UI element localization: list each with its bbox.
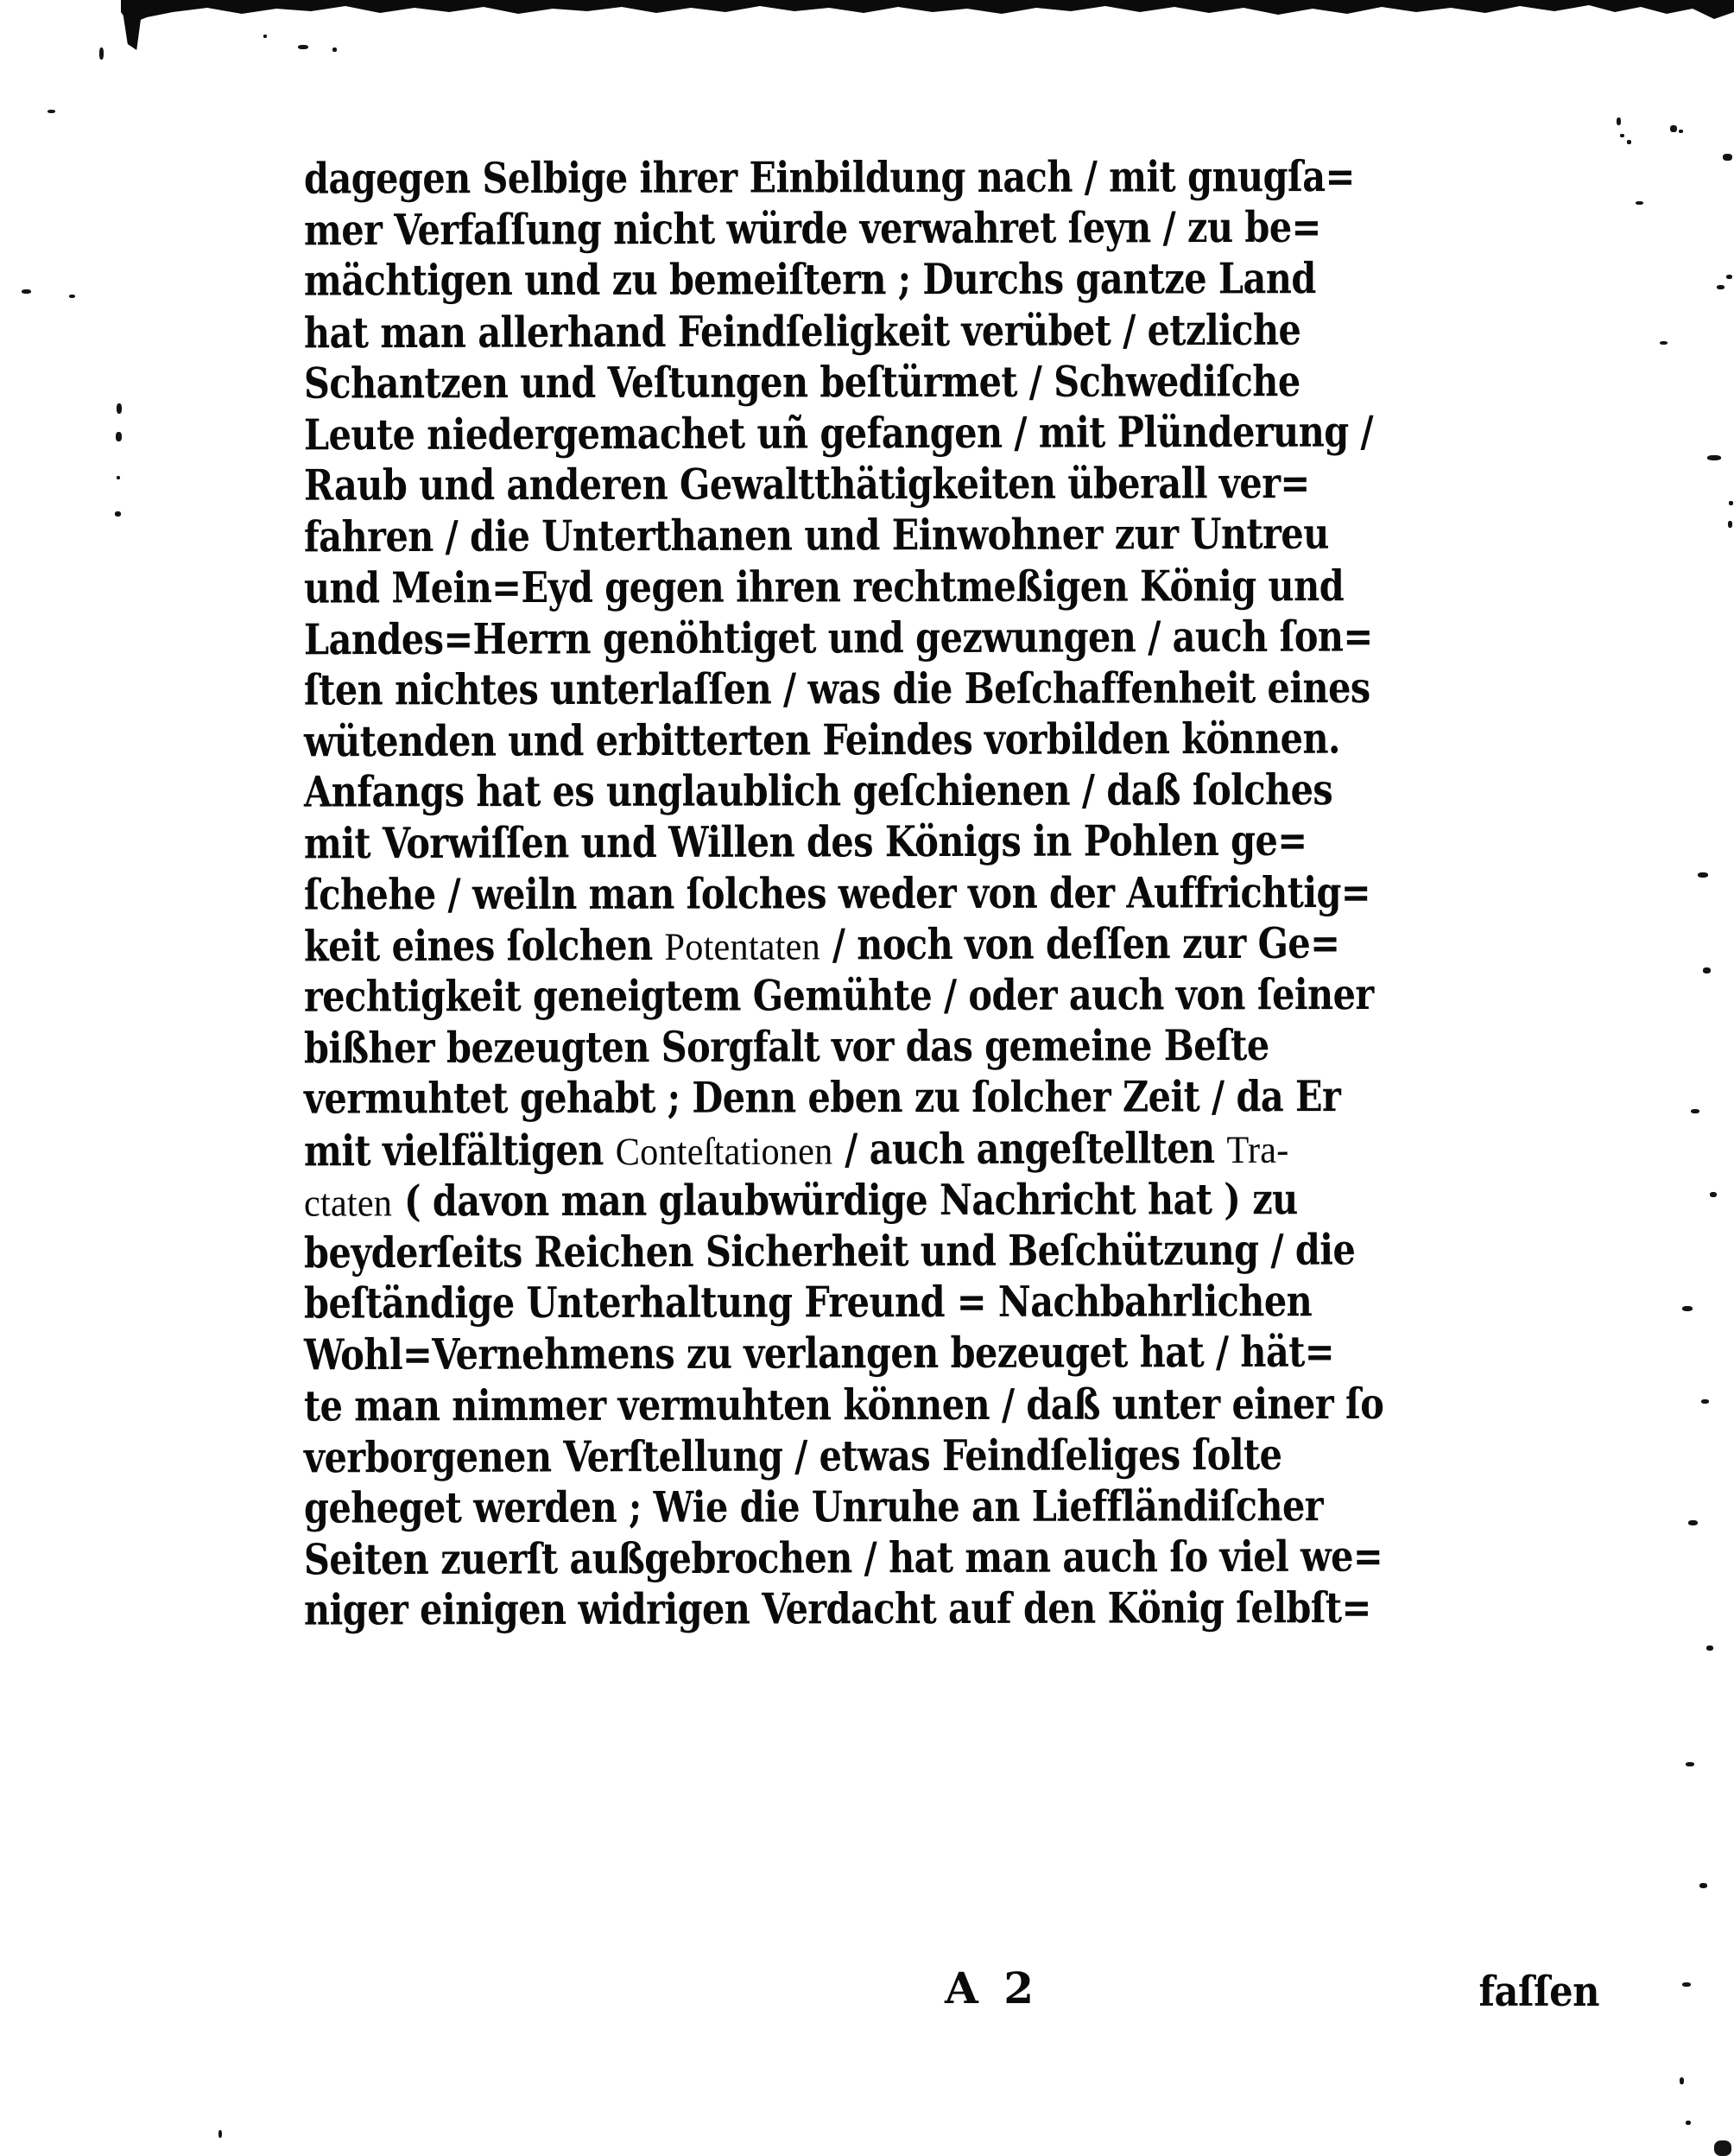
line-text	[304, 1122, 1289, 1178]
line-text: hat man allerhand Feindſeligkeit verübet / etzliche	[303, 304, 1301, 358]
antiqua-word-tractaten-part1: Tra-	[1226, 1127, 1289, 1171]
scan-speckle	[1682, 1306, 1693, 1311]
text-line	[304, 201, 1599, 257]
antiqua-word-contestationen: Conteſtationen	[615, 1128, 833, 1173]
scan-speckle	[1723, 154, 1732, 161]
line-text: Landes=Herrn genöhtiget und gezwungen / auch ſon=	[303, 611, 1373, 665]
scan-speckle	[1728, 521, 1732, 528]
scan-speckle	[1680, 2077, 1684, 2084]
line-text-fraktur-lead: keit eines ſolchen	[303, 919, 665, 972]
text-line-mixed-script	[304, 1173, 1599, 1227]
scan-speckle	[1670, 125, 1677, 132]
line-text-fraktur-tail: ( davon man glaubwürdige Nachricht hat ) zu	[392, 1173, 1298, 1227]
text-line	[304, 1531, 1599, 1586]
antiqua-word-potentaten: Potentaten	[664, 924, 821, 968]
line-text: mer Verfaſſung nicht würde verwahret ſeyn / zu be=	[303, 201, 1321, 256]
line-text	[304, 1174, 1298, 1229]
text-line	[304, 1378, 1599, 1431]
line-text: beyderſeits Reichen Sicherheit und Beſchützung / die	[303, 1224, 1356, 1278]
scan-edge-svg	[0, 0, 1734, 35]
scan-speckle	[1686, 2121, 1691, 2125]
text-line	[304, 1071, 1599, 1125]
text-line	[304, 253, 1599, 307]
scan-speckle	[117, 476, 120, 479]
body-text-block	[304, 152, 1599, 1634]
line-text: verborgenen Verſtellung / etwas Feindſeliges ſolte	[303, 1429, 1282, 1483]
line-text-fraktur-tail: / noch von deſſen zur Ge=	[820, 917, 1340, 970]
scan-speckle	[1698, 872, 1708, 878]
scan-speckle	[1682, 1982, 1691, 1987]
line-text: Raub und anderen Gewaltthätigkeiten überall ver=	[303, 458, 1310, 510]
scan-speckle	[1707, 455, 1721, 460]
text-line	[304, 560, 1599, 613]
line-text: te man nimmer vermuhten können / daß unter einer ſo	[303, 1378, 1384, 1431]
line-text: und Mein=Eyd gegen ihren rechtmeßigen König und	[303, 560, 1345, 613]
scan-speckle	[1729, 501, 1733, 505]
scan-speckle	[1627, 140, 1631, 144]
text-line	[304, 1224, 1599, 1279]
scan-speckle	[99, 48, 104, 60]
scan-speckle	[116, 432, 122, 441]
text-line	[304, 866, 1599, 920]
text-line	[304, 458, 1599, 511]
scan-speckle	[298, 45, 308, 49]
scan-speckle	[1699, 1883, 1707, 1888]
text-line	[304, 508, 1599, 563]
text-line	[304, 406, 1599, 461]
scan-speckle	[1703, 967, 1711, 973]
scan-speckle	[115, 511, 121, 517]
scan-speckle	[218, 2130, 222, 2138]
scan-speckle	[1726, 275, 1732, 279]
line-text: niger einigen widrigen Verdacht auf den König ſelbſt=	[303, 1582, 1371, 1635]
line-text-fraktur-lead: mit vielfältigen	[303, 1124, 616, 1176]
text-line	[304, 968, 1599, 1022]
scan-edge-left-tab-artifact	[121, 0, 143, 50]
line-text: ſchehe / weiln man ſolches weder von der Auffrichtig=	[303, 866, 1371, 920]
signature-mark: A 2	[945, 1963, 1039, 2013]
scan-speckle	[47, 110, 55, 113]
line-text: Seiten zuerſt außgebrochen / hat man auch ſo viel we=	[303, 1531, 1383, 1585]
text-line	[304, 1326, 1599, 1381]
scan-speckle	[117, 403, 122, 414]
scan-speckle	[1710, 1192, 1717, 1197]
scan-speckle	[22, 289, 31, 294]
scan-speckle	[263, 35, 267, 38]
line-text: ſten nichtes unterlaſſen / was die Beſchaffenheit eines	[303, 662, 1370, 715]
line-text: mächtigen und zu bemeiſtern ; Durchs gantze Land	[303, 253, 1316, 306]
text-line	[304, 764, 1599, 818]
text-line	[304, 303, 1599, 358]
line-text-fraktur-mid: / auch angeſtellten	[832, 1122, 1227, 1174]
text-line-mixed-script	[304, 1121, 1599, 1176]
text-line	[304, 355, 1599, 409]
scan-speckle	[1717, 285, 1725, 289]
catchword: faſſen	[1478, 1968, 1599, 2016]
scan-edge-top-artifact	[0, 0, 1734, 35]
line-text: fahren / die Unterthanen und Einwohner zur Untreu	[303, 508, 1329, 562]
line-text	[304, 917, 1340, 973]
scan-speckle	[1617, 117, 1621, 125]
line-text: rechtigkeit geneigtem Gemühte / oder auch von ſeiner	[303, 968, 1374, 1022]
scan-speckle	[1660, 341, 1668, 345]
antiqua-word-tractaten-part2: ctaten	[303, 1181, 393, 1225]
text-line	[304, 662, 1599, 715]
line-text: Leute niedergemachet uñ gefangen / mit Plünderung /	[303, 406, 1374, 460]
text-line	[304, 713, 1599, 768]
scan-speckle	[1706, 1646, 1713, 1651]
text-line	[304, 1582, 1599, 1636]
line-text: wütenden und erbitterten Feindes vorbilden können.	[303, 713, 1340, 767]
scan-speckle	[1686, 1762, 1694, 1766]
scan-speckle	[69, 295, 75, 298]
scan-speckle	[1691, 1109, 1699, 1113]
line-text: Anfangs hat es unglaublich geſchienen / daß ſolches	[303, 764, 1333, 817]
line-text: vermuhtet gehabt ; Denn eben zu ſolcher Zeit / da Er	[303, 1071, 1341, 1124]
scan-speckle	[1636, 201, 1643, 205]
line-text: geheget werden ; Wie die Unruhe an Lieffländiſcher	[303, 1480, 1324, 1533]
text-line	[304, 815, 1599, 870]
text-line	[304, 150, 1599, 204]
line-text: Wohl=Vernehmens zu verlangen bezeuget hat / hät=	[303, 1326, 1335, 1380]
text-line-mixed-script	[304, 916, 1599, 972]
scan-speckle	[1714, 2140, 1731, 2156]
scan-speckle	[1701, 1399, 1709, 1404]
scan-speckle	[1679, 130, 1683, 133]
line-text: bißher bezeugten Sorgfalt vor das gemeine Beſte	[303, 1020, 1269, 1074]
scan-speckle	[1620, 134, 1624, 137]
page-footer	[304, 1963, 1599, 2058]
text-line	[304, 1428, 1599, 1483]
line-text: mit Vorwiſſen und Willen des Königs in Pohlen ge=	[303, 815, 1307, 869]
scan-speckle	[1688, 1520, 1698, 1525]
scan-speckle	[332, 48, 337, 52]
text-line	[304, 1480, 1599, 1533]
line-text: Schantzen und Veſtungen beſtürmet / Schwediſche	[303, 355, 1300, 409]
text-line	[304, 1276, 1599, 1329]
text-line	[304, 1019, 1599, 1075]
line-text: dagegen Selbige ihrer Einbildung nach / mit gnugſa=	[303, 151, 1355, 204]
text-line	[304, 610, 1599, 665]
line-text: beſtändige Unterhaltung Freund = Nachbahrlichen	[303, 1276, 1313, 1328]
